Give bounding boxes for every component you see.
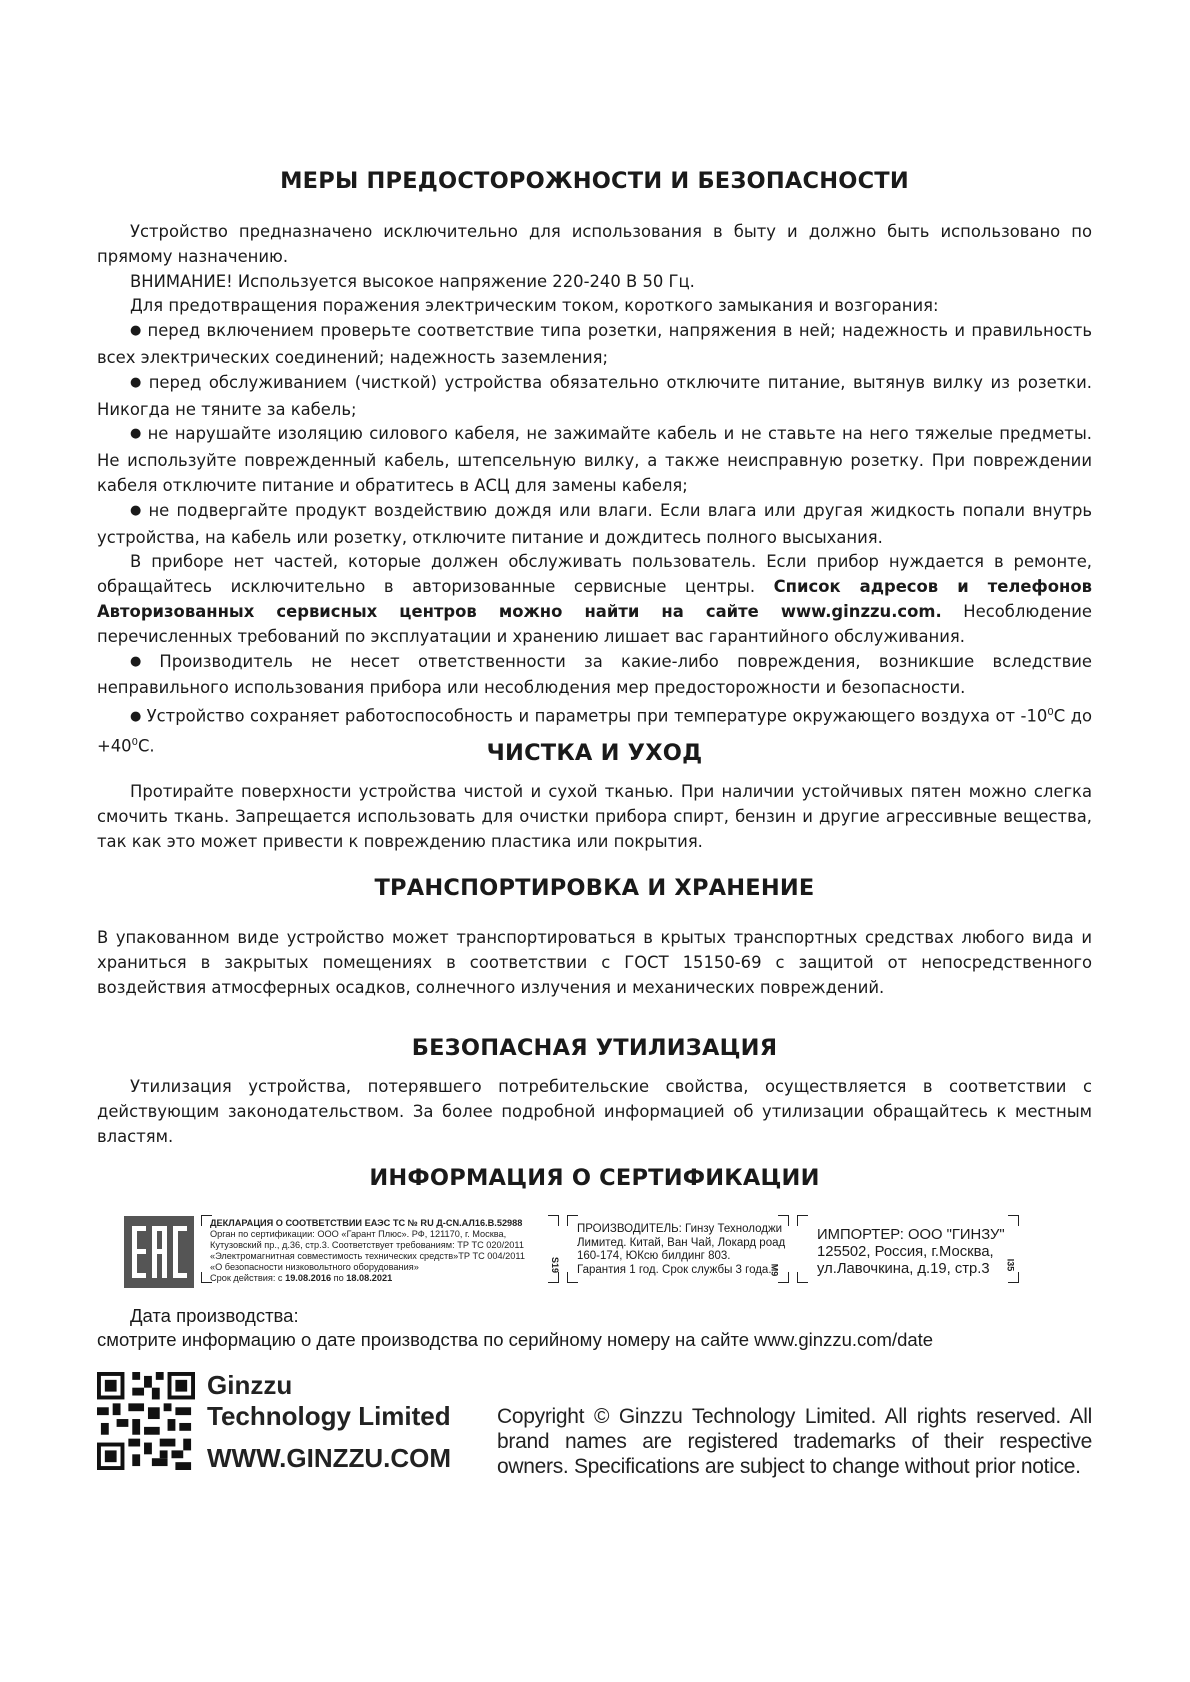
certification-strip: [97, 1215, 1092, 1290]
eac-logo-icon: [124, 1216, 194, 1288]
safety-section: [97, 220, 1092, 760]
brand-name-line2: Technology Limited: [207, 1401, 451, 1431]
degree-mark: 0: [131, 737, 138, 749]
brand-website[interactable]: WWW.GINZZU.COM: [207, 1443, 452, 1473]
safety-prevent: Для предотвращения поражения электрическим током, короткого замыкания и возгорания:: [130, 296, 939, 316]
certification-title: ИНФОРМАЦИЯ О СЕРТИФИКАЦИИ: [369, 1165, 820, 1191]
safety-title: МЕРЫ ПРЕДОСТОРОЖНОСТИ И БЕЗОПАСНОСТИ: [280, 168, 909, 194]
service-paragraph: [97, 550, 1092, 649]
validity-line: Срок действия: с 19.08.2016 по 18.08.2021: [210, 1273, 393, 1283]
code-i35: I35: [1005, 1258, 1016, 1272]
safety-bullet: ● перед включением проверьте соответствие типа розетки, напряжения в ней; надежность и правильность всех электрических соединений; надежность заземления;: [97, 319, 1092, 371]
code-m9: M9: [769, 1263, 780, 1277]
production-label: Дата производства:: [130, 1305, 299, 1326]
transport-title: ТРАНСПОРТИРОВКА И ХРАНЕНИЕ: [374, 875, 815, 901]
importer-line: ул.Лавочкина, д.19, стр.3: [817, 1261, 990, 1277]
temp-end: С.: [137, 736, 155, 756]
safety-bullet: ● перед обслуживанием (чисткой) устройства обязательно отключите питание, вытянув вилку из розетки. Никогда не тяните за кабель;: [97, 371, 1092, 423]
cleaning-title: ЧИСТКА И УХОД: [486, 740, 703, 766]
declaration-line: Орган по сертификации: ООО «Гарант Плюс». РФ, 121170, г. Москва,: [210, 1229, 507, 1239]
safety-warning: ВНИМАНИЕ! Используется высокое напряжение 220-240 В 50 Гц.: [130, 271, 695, 291]
importer-line: 125502, Россия, г.Москва,: [817, 1244, 994, 1260]
safety-intro: Устройство предназначено исключительно для использования в быту и должно быть использовано по прямому назначению.: [97, 222, 1092, 266]
brand-block: [207, 1370, 451, 1474]
service-text-end: Несоблюдение перечисленных требований по эксплуатации и хранению лишает вас гарантийного обслуживания.: [97, 601, 1092, 646]
disposal-title: БЕЗОПАСНАЯ УТИЛИЗАЦИЯ: [411, 1035, 778, 1061]
production-text: смотрите информацию о дате производства по серийному номеру на сайте www.ginzzu.com/date: [97, 1329, 934, 1350]
declaration-box: [201, 1215, 559, 1283]
importer-box: [797, 1215, 1019, 1283]
declaration-line: «О безопасности низковольтного оборудования»: [210, 1262, 419, 1272]
service-text-start: В приборе нет частей, которые должен обслуживать пользователь. Если прибор нуждается в ремонте, обращайтесь исключительно в авторизованные сервисные центры.: [97, 552, 1092, 597]
declaration-line: Кутузовский пр., д.36, стр.3. Соответствует требованиям: ТР ТС 020/2011: [210, 1240, 524, 1250]
declaration-title: ДЕКЛАРАЦИЯ О СООТВЕТСТВИИ ЕАЭС ТС № RU Д-CN.АЛ16.В.52988: [210, 1218, 523, 1228]
manufacturer-line: Гарантия 1 год. Срок службы 3 года.: [577, 1263, 772, 1276]
safety-bullet: ● не подвергайте продукт воздействию дождя или влаги. Если влага или другая жидкость попали внутрь устройства, на кабель или розетку, отключите питание и дождитесь полного высыхания.: [97, 499, 1092, 551]
disposal-text: Утилизация устройства, потерявшего потребительские свойства, осуществляется в соответствии с действующим законодательством. За более подробной информацией об утилизации обращайтесь к местным властям.: [97, 1077, 1092, 1146]
manufacturer-box: [567, 1215, 789, 1283]
copyright-text: Copyright © Ginzzu Technology Limited. All rights reserved. All brand names are registered trademarks of their respective owners. Specifications are subject to change without prior notice.: [497, 1405, 1092, 1478]
manufacturer-line: 160-174, ЮКсю билдинг 803.: [577, 1250, 731, 1262]
temp-mid: С до +40: [97, 706, 1092, 756]
temp-start: Устройство сохраняет работоспособность и параметры при температуре окружающего воздуха от -10: [146, 706, 1048, 726]
manufacturer-line: ПРОИЗВОДИТЕЛЬ: Гинзу Технолоджи: [577, 1223, 783, 1235]
degree-mark: 0: [1047, 707, 1054, 719]
safety-bullet: ● не нарушайте изоляцию силового кабеля, не зажимайте кабель и не ставьте на него тяжелые предметы. Не используйте поврежденный кабель, штепсельную вилку, а также неисправную розетку. При повреждении кабеля отключите питание и обратитесь в АСЦ для замены кабеля;: [97, 422, 1092, 498]
code-s19: S19: [549, 1256, 560, 1274]
cleaning-text: Протирайте поверхности устройства чистой и сухой тканью. При наличии устойчивых пятен можно слегка смочить ткань. Запрещается использовать для очистки прибора спирт, бензин и другие агрессивные вещества, так как это может привести к повреждению пластика или покрытия.: [97, 782, 1092, 851]
service-centers-link-text: Список адресов и телефонов Авторизованных сервисных центров можно найти на сайте www.ginzzu.com.: [97, 577, 1092, 621]
qr-code-icon: [97, 1372, 195, 1470]
declaration-line: «Электромагнитная совместимость технических средств»ТР ТС 004/2011: [210, 1251, 525, 1261]
importer-line: ИМПОРТЕР: ООО "ГИНЗУ": [817, 1227, 1005, 1243]
transport-text: В упакованном виде устройство может транспортироваться в крытых транспортных средствах любого вида и храниться в закрытых помещениях в соответствии с ГОСТ 15150-69 с защитой от непосредственного воздействия атмосферных осадков, солнечного излучения и механических повреждений.: [97, 928, 1092, 997]
liability-bullet: ● Производитель не несет ответственности за какие-либо повреждения, возникшие вследствие неправильного использования прибора или несоблюдения мер предосторожности и безопасности.: [97, 650, 1092, 702]
manufacturer-line: Лимитед. Китай, Ван Чай, Локард роад: [577, 1236, 786, 1249]
brand-name-line1: Ginzzu: [207, 1370, 293, 1400]
